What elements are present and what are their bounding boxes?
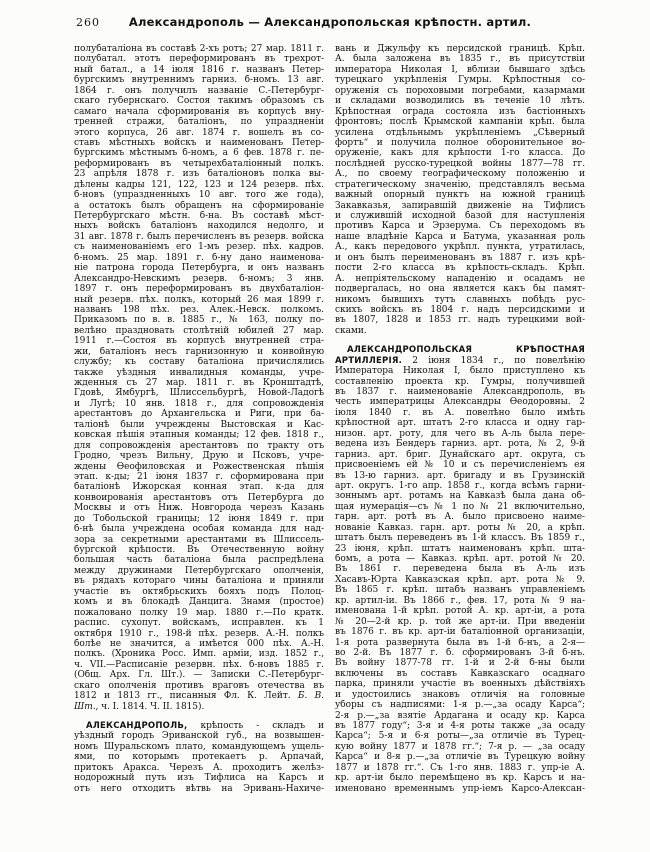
text-line: скаго губернскаго. Состоя такимъ образомъ съ: [74, 96, 324, 107]
running-title: Александрополь — Александропольская крѣпостн. артил.: [128, 15, 532, 29]
text-line: въ 13-ю гарниз. арт. бригаду и въ Грузинскій: [335, 470, 585, 481]
text-line: фортъ“ и получила полное оборонительное во-: [335, 137, 585, 148]
text-line: щая нумерація—съ № 1 по № 21 включительно,: [335, 501, 585, 512]
text-line: 1911 г.—Состоя въ корпусѣ внутренней стра-: [74, 336, 324, 347]
text-line: зоннымъ арт. ротамъ на Кавказѣ была дана об-: [335, 491, 585, 502]
text-line: и удостоились знаковъ отличія на головные: [335, 689, 585, 700]
text-line: наше владѣніе Карса и Батума, указанная роль: [335, 231, 585, 242]
text-line: б-нѣ была учреждена особая команда для над-: [74, 524, 324, 535]
text-line: А. была заложена въ 1835 г., въ присутствіи: [335, 54, 585, 65]
text-line: Карса“; 5-я и 6-я роты—„за отличіе въ Турец-: [335, 731, 585, 742]
text-line: ный резерв. пѣх. полкъ, который 26 мая 1899 г.: [74, 294, 324, 305]
text-line: арт. округъ. 1-го апр. 1858 г., когда всѣмъ гарни-: [335, 480, 585, 491]
text-line: сками.: [335, 325, 367, 336]
text-line: этого корпуса, 26 авг. 1874 г. вошелъ въ со-: [74, 127, 324, 138]
text-line: Карса“ и 8-я р.—„за отличіе въ Турецкую войну: [335, 752, 585, 763]
text-line: службу; къ составу баталіона причислялись: [74, 357, 324, 368]
text-line: стратегическому значенію, представлялъ весьма: [335, 179, 585, 190]
text-line: ч. VII.—Расписаніе резервн. пѣх. б-новъ 1885 г.: [74, 659, 324, 670]
text-line: комъ и въ блокадѣ Данцига. Знамя (простое): [74, 597, 324, 608]
text-line: ставъ мѣстныхъ войскъ и наименованъ Петер-: [74, 137, 324, 148]
page-header: [74, 13, 586, 37]
text-line: турецкаго укрѣпленія Гумры. Крѣпостныя со-: [335, 75, 585, 86]
text-line: и служившій исходной базой для наступленія: [335, 211, 585, 221]
text-line: послѣдней русско-турецкой войны 1877—78 гг.: [335, 158, 585, 169]
text-line: АРТИЛЛЕРІЯ. 2 іюня 1834 г., по повелѣнію: [335, 355, 585, 366]
text-line: этап. к-ды; 21 іюня 1837 г. сформирована при: [74, 471, 324, 482]
text-line: въ 1807, 1828 и 1853 гг. надъ турецкими вой-: [335, 315, 585, 326]
text-line: ведена изъ Бендеръ гарниз. арт. рота, № 2, 9-й: [335, 439, 585, 450]
text-line: Гродно, чрезъ Вильну, Друю и Псковъ, учре-: [74, 451, 324, 462]
text-line: арестантовъ до Архангельска и Риги, при ба-: [74, 409, 324, 420]
text-line: ніе патрона города Петербурга, и онъ названъ: [74, 263, 324, 274]
text-line: кую войну 1877 и 1878 гг.“; 7-я р. — „за осаду: [335, 741, 585, 752]
entry-alexandropol: [74, 721, 324, 794]
right-column: [335, 44, 585, 794]
text-line: іюля 1840 г. въ А. повелѣно было имѣть: [335, 407, 585, 418]
text-line: парка, приняли участіе въ военныхъ дѣйствіяхъ: [335, 679, 585, 690]
text-line: отъ него отходитъ вѣтвь на Эривань-Нахиче-: [74, 783, 324, 794]
text-line: Приказомъ по в. в. 1885 г., № 163, полку по-: [74, 315, 324, 326]
text-line: также уѣздныя инвалидныя команды, учре-: [74, 367, 324, 378]
entry-headword: АЛЕКСАНДРОПОЛЬСКАЯ КРѢПОСТНАЯ: [347, 345, 585, 356]
text-line: въ рядахъ котораго чины баталіона и приняли: [74, 576, 324, 587]
text-line: составленію проекта кр. Гумры, получившей: [335, 376, 585, 387]
text-line: б-номъ. 25 мар. 1891 г. б-ну дано наименова-: [74, 252, 324, 263]
text-line: АЛЕКСАНДРОПОЛЬ, крѣпость - складъ и: [86, 721, 324, 731]
text-line: уборы съ надписями: 1-я р.—„за осаду Карса“;: [335, 700, 585, 711]
text-line: Александро-Невскимъ резерв. б-номъ; 3 янв.: [74, 273, 324, 284]
text-line: между дружинами Петербургскаго ополченія,: [74, 565, 324, 576]
text-line: Въ 1861 г. переведена была въ А-ль изъ: [335, 564, 585, 575]
entry-headword: АЛЕКСАНДРОПОЛЬ,: [86, 721, 188, 731]
text-line: въ 1876 г. въ кр. арт-іи баталіонной организаціи,: [335, 627, 585, 638]
text-line: 1897 г. онъ переформированъ въ двухбаталіон-: [74, 284, 324, 295]
text-line: для сопровожденія арестантовъ по тракту отъ: [74, 440, 324, 451]
text-line: Петербургскаго мѣстн. б-на. Въ составѣ мѣст-: [74, 211, 324, 221]
text-line: 1-я рота развернута была въ 1-й б-нъ, а 2-я—: [335, 637, 585, 648]
text-line: 2-я р.—„за взятіе Ардагана и осаду кр. Карса: [335, 710, 585, 721]
text-line: бургскимъ мѣстнымъ б-номъ, а 6 фев. 1878 г. пе-: [74, 148, 324, 159]
text-line: жи, баталіонъ несъ гарнизонную и конвойную: [74, 346, 324, 357]
text-line: 1812 и 1813 гг., писанныя Фл. К. Лейт. Б. В.: [74, 691, 324, 702]
text-line: реформированъ въ четырехбаталіонный полкъ.: [74, 158, 324, 169]
text-columns: [74, 44, 586, 794]
text-line: Закавказья, запиравшій движеніе на Тифлисъ: [335, 200, 585, 211]
text-line: Крѣпостная ограда состояла изъ бастіонныхъ: [335, 106, 585, 117]
text-line: бургской крѣпости. Въ Отечественную войну: [74, 545, 324, 555]
page-number: 260: [76, 16, 100, 29]
text-line: именовано временнымъ упр-іемъ Карсо-Алексан-: [335, 783, 585, 794]
text-line: октября 1910 г., 198-й пѣх. резерв. А.-Н. полкъ: [74, 628, 324, 639]
text-line: болѣе не значится, а имѣется 000 пѣх. А.-Н.: [74, 638, 324, 649]
text-line: [335, 345, 585, 355]
text-line: ями, по которымъ протекаетъ р. Арпачай,: [74, 752, 324, 763]
text-line: гарниз. арт. бриг. Дунайскаго арт. округа, съ: [335, 449, 585, 460]
text-line: А. непріятельскому нападенію и осадамъ не: [335, 273, 585, 284]
text-line: усилена отдѣльнымъ укрѣпленіемъ „Сѣверный: [335, 127, 585, 138]
text-line: 23 іюня, крѣп. штатъ наименованъ крѣп. шта-: [335, 543, 585, 554]
entry-alexandropolskaya-krepostnaya-artilleriya: [335, 345, 585, 794]
text-line: А., какъ передового укрѣпл. пункта, утратилась,: [335, 242, 585, 253]
text-line: именована 1-й крѣп. ротой А. кр. арт-іи, а рота: [335, 606, 585, 617]
text-line: присвоеніемъ ей № 10 и съ перечисленіемъ ея: [335, 460, 585, 471]
text-line: ный батал., а 14 іюля 1816 г. названъ Петер-: [74, 64, 324, 75]
text-line: номъ Шуральскомъ плато, командующемъ ущель-: [74, 741, 324, 752]
text-line: и складами возводились въ теченіе 10 лѣтъ.: [335, 96, 585, 107]
entry-alexandro-nevsky-regiment-continuation: [74, 44, 324, 712]
text-line: съ наименованіемъ его 1-мъ резер. пѣх. кадров.: [74, 242, 324, 253]
text-line: 1864 г. онъ получилъ названіе С.-Петербург-: [74, 85, 324, 96]
text-line: нованіе Кавказ. гарн. арт. роты № 20, а крѣп.: [335, 522, 585, 533]
text-line: зора за секретными арестантами въ Шлиссель-: [74, 534, 324, 545]
text-line: Въ войну 1877-78 гг. 1-й и 2-й б-ны были: [335, 658, 585, 669]
text-line: распис. сухопут. войскамъ, исправлен. къ 1: [74, 618, 324, 629]
text-line: противъ Карса и Эрзерума. Съ переходомъ въ: [335, 221, 585, 232]
text-line: Императора Николая I, было приступлено къ: [335, 366, 585, 377]
text-line: б-новъ (упраздненныхъ 10 авг. того же года),: [74, 190, 324, 201]
text-line: Гдовѣ, Ямбургѣ, Шлиссельбургѣ, Новой-Ладогѣ: [74, 388, 324, 399]
text-line: въ 1837 г. наименованіе Александрополь, въ: [335, 387, 585, 397]
text-line: бомъ, а рота — Кавказ. крѣп. арт. ротой № 20.: [335, 554, 585, 564]
entry-alexandropol-continued: [335, 44, 585, 336]
text-line: 1877 и 1878 гг.“. Съ 1-го янв. 1883 г. упр-іе А.: [335, 762, 585, 773]
text-line: пожаловано полку 19 мар. 1880 г.—По кратк.: [74, 607, 324, 618]
text-line: ныхъ войскъ баталіонъ находился недолго, и: [74, 221, 324, 232]
text-line: ковская пѣшія этапныя команды; 12 фев. 1818 г.,: [74, 430, 324, 441]
text-line: до Тобольской границы; 12 іюня 1849 г. при: [74, 513, 324, 524]
text-line: во 2-й. Въ 1877 г. б. сформированъ 3-й б-нъ.: [335, 647, 585, 658]
text-line: важный опорный пунктъ на южной границѣ: [335, 190, 585, 201]
text-line: никомъ бывшихъ тутъ славныхъ побѣдъ рус-: [335, 294, 585, 305]
text-line: Москвы и отъ Ниж. Новгорода черезъ Казань: [74, 503, 324, 514]
text-line: въ 1877 году“; 3-я и 4-я роты также „за осаду: [335, 721, 585, 731]
emphasized-text: Б. В.: [297, 691, 324, 702]
left-column: [74, 44, 324, 794]
text-line: крѣпостной арт. штатъ 2-го класса и одну гар-: [335, 418, 585, 429]
text-line: подвергалась, но она является какъ бы памят-: [335, 284, 585, 295]
text-line: 23 апрѣля 1878 г. изъ баталіоновъ полка вы-: [74, 169, 324, 180]
text-line: нодорожный путь изъ Тифлиса на Карсъ и: [74, 773, 324, 784]
text-line: оруженія съ пороховыми погребами, казармами: [335, 85, 585, 96]
text-line: кр. артил-іи. Въ 1866 г., фев. 17, рота № 9 на-: [335, 595, 585, 606]
text-line: Шт., ч. I. 1814. Ч. II. 1815).: [74, 701, 205, 712]
text-line: полубаталіона въ составѣ 2-хъ ротъ; 27 мар. 1811 г.: [74, 44, 324, 54]
text-line: включены въ составъ Кавказскаго осаднаго: [335, 668, 585, 679]
text-line: кр. арт-іи было перемѣщено въ кр. Карсъ и на-: [335, 773, 585, 784]
text-line: оруженіе, какъ для крѣпости 1-го класса. До: [335, 148, 585, 159]
entry-headword: АРТИЛЛЕРІЯ.: [335, 355, 403, 366]
text-line: вань и Джульфу къ персидской границѣ. Крѣп.: [335, 44, 585, 54]
text-line: и онъ былъ переименованъ въ 1887 г. изъ крѣ-: [335, 252, 585, 263]
text-line: пости 2-го класса въ крѣпость-складъ. Крѣп.: [335, 263, 585, 274]
text-line: низон. арт. роту, для чего въ А-ль была пере-: [335, 428, 585, 439]
text-line: ждены Ѳеофиловская и Рожественская пѣшія: [74, 461, 324, 472]
text-line: дѣлены кадры 121, 122, 123 и 124 резерв. пѣх.: [74, 179, 324, 190]
text-line: императора Николая I, вблизи бывшаго здѣсь: [335, 64, 585, 75]
text-line: гарн. арт. ротѣ въ А. было присвоено наиме-: [335, 512, 585, 523]
text-line: и Лугѣ; 10 янв. 1818 г., для сопровожденія: [74, 398, 324, 409]
text-line: самаго начала сформированія въ корпусѣ вну-: [74, 106, 324, 117]
text-line: фронтовъ; послѣ Крымской кампаніи крѣп. была: [335, 117, 585, 128]
text-line: жденныя съ 27 мар. 1811 г. въ Кронштадтѣ,: [74, 378, 324, 388]
text-line: таліонѣ были учреждены Выстовская и Кас-: [74, 419, 324, 430]
text-line: честь императрицы Александры Ѳеодоровны. 2: [335, 397, 585, 408]
text-line: А., по своему географическому положенію и: [335, 169, 585, 180]
text-line: штатъ былъ переведенъ въ 1-й классъ. Въ 1859 г.,: [335, 533, 585, 544]
text-line: № 20—2-й кр. р. той же арт-іи. При введеніи: [335, 616, 585, 627]
text-line: участіе въ октябрьскихъ бояхъ подъ Полоц-: [74, 586, 324, 597]
text-line: полубатал. этотъ переформированъ въ трехрот-: [74, 54, 324, 65]
text-line: велѣно праздновать столѣтній юбилей 27 мар.: [74, 325, 324, 336]
text-line: а остатокъ былъ обращенъ на сформированіе: [74, 200, 324, 211]
text-line: бургскимъ внутреннимъ гарниз. б-номъ. 13 авг.: [74, 75, 324, 86]
text-line: большая часть баталіона была распредѣлена: [74, 555, 324, 566]
text-line: конвоированія арестантовъ отъ Петербурга до: [74, 492, 324, 503]
text-line: (Общ. Арх. Гл. Шт.). — Записки С.-Петербург-: [74, 670, 324, 681]
text-line: скаго ополченія противъ враговъ отечества въ: [74, 680, 324, 691]
text-line: баталіонѣ Ижорская конная этап. к-да для: [74, 482, 324, 493]
emphasized-text: Шт.: [74, 701, 96, 712]
text-line: Хасавъ-Юрта Кавказская крѣп. арт. рота № 9.: [335, 574, 585, 585]
text-line: скихъ войскъ въ 1804 г. надъ персидскими и: [335, 304, 585, 315]
text-line: полкъ. (Хроника Росс. Имп. арміи, изд. 1852 г.,: [74, 649, 324, 660]
text-line: уѣздный городъ Эриванской губ., на возвышен-: [74, 731, 324, 742]
text-line: названъ 198 пѣх. рез. Алек.-Невск. полкомъ.: [74, 304, 324, 315]
text-line: 31 авг. 1878 г. былъ перечисленъ въ резерв. войска: [74, 231, 324, 242]
text-line: тренней стражи, баталіонъ, по упраздненіи: [74, 117, 324, 128]
text-line: притокъ Аракса. Черезъ А. проходитъ желѣз-: [74, 762, 324, 773]
text-line: Въ 1865 г. крѣп. штабъ названъ управленіемъ: [335, 585, 585, 596]
